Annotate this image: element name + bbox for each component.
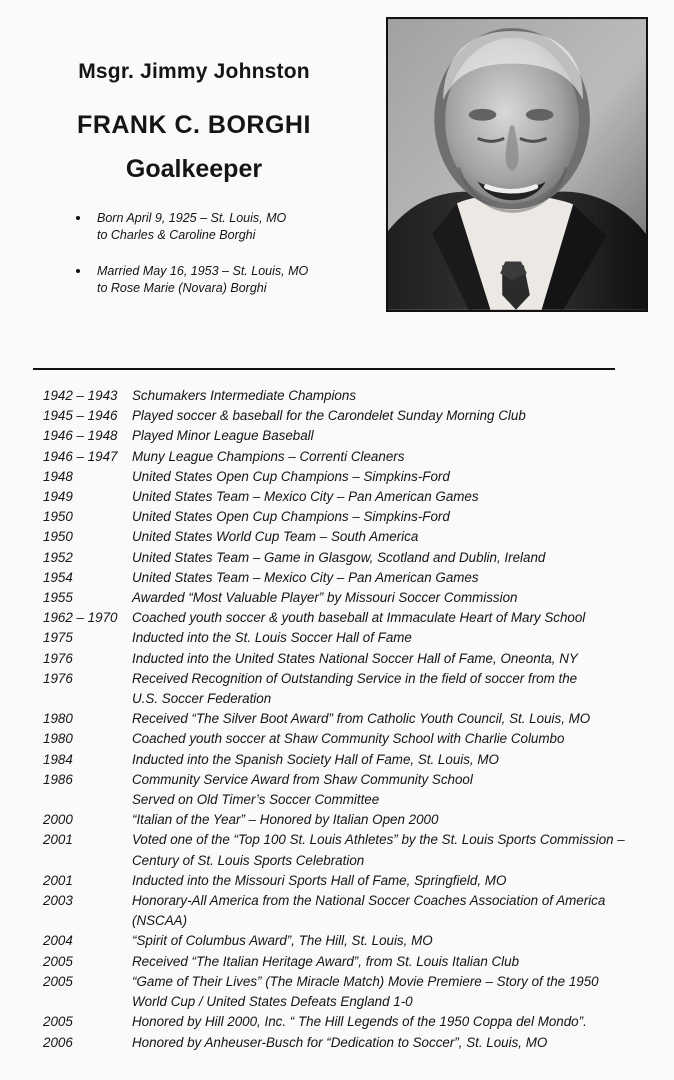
timeline-year: 1946 – 1947 <box>43 448 118 464</box>
timeline-row <box>43 568 643 588</box>
honoree-line: Msgr. Jimmy Johnston <box>78 60 310 83</box>
timeline-row <box>43 447 643 467</box>
timeline-event <box>132 1033 637 1053</box>
career-timeline <box>43 386 643 1053</box>
timeline-event-line: Century of St. Louis Sports Celebration <box>132 852 365 868</box>
timeline-row <box>43 709 643 729</box>
timeline-event-line: United States Team – Mexico City – Pan American Games <box>132 569 479 585</box>
timeline-event <box>132 891 637 931</box>
timeline-event-line: Honored by Hill 2000, Inc. “ The Hill Legends of the 1950 Coppa del Mondo”. <box>132 1014 587 1030</box>
timeline-year: 2006 <box>43 1034 73 1050</box>
timeline-event-line: Inducted into the United States National Soccer Hall of Fame, Oneonta, NY <box>132 650 578 666</box>
timeline-event <box>132 952 637 972</box>
portrait-photo <box>386 17 648 312</box>
timeline-event-line: U.S. Soccer Federation <box>132 691 272 707</box>
timeline-event-line: Served on Old Timer’s Soccer Committee <box>132 792 380 808</box>
bio-line: Born April 9, 1925 – St. Louis, MO <box>97 211 287 225</box>
timeline-row <box>43 406 643 426</box>
timeline-event-line: Awarded “Most Valuable Player” by Missouri Soccer Commission <box>132 590 518 606</box>
timeline-event-line: Received Recognition of Outstanding Service in the field of soccer from the <box>132 670 578 686</box>
timeline-year: 1976 <box>43 650 73 666</box>
timeline-event <box>132 729 637 749</box>
timeline-event-line: “Spirit of Columbus Award”, The Hill, St. Louis, MO <box>132 933 433 949</box>
timeline-event <box>132 628 637 648</box>
timeline-year: 1950 <box>43 509 73 525</box>
player-position: Goalkeeper <box>125 155 263 183</box>
timeline-event <box>132 830 637 870</box>
timeline-row <box>43 891 643 931</box>
timeline-event-line: “Game of Their Lives” (The Miracle Match) Movie Premiere – Story of the 1950 <box>132 973 599 989</box>
timeline-event-line: (NSCAA) <box>132 913 188 929</box>
timeline-event <box>132 406 637 426</box>
section-divider <box>33 368 615 370</box>
timeline-event-line: “Italian of the Year” – Honored by Italian Open 2000 <box>132 812 439 828</box>
timeline-year: 1948 <box>43 468 73 484</box>
profile-header <box>0 0 674 340</box>
timeline-event-line: Coached youth soccer at Shaw Community School with Charlie Columbo <box>132 731 565 747</box>
portrait-illustration <box>388 19 646 310</box>
timeline-year: 1945 – 1946 <box>43 408 118 424</box>
timeline-event <box>132 972 637 1012</box>
timeline-event-line: Received “The Italian Heritage Award”, from St. Louis Italian Club <box>132 953 520 969</box>
timeline-event-line: Received “The Silver Boot Award” from Catholic Youth Council, St. Louis, MO <box>132 711 591 727</box>
timeline-event <box>132 447 637 467</box>
timeline-event <box>132 871 637 891</box>
timeline-row <box>43 952 643 972</box>
bio-list <box>72 210 372 316</box>
timeline-year: 2003 <box>43 893 73 909</box>
timeline-row <box>43 386 643 406</box>
timeline-event-line: Played Minor League Baseball <box>132 428 314 444</box>
timeline-row <box>43 931 643 951</box>
timeline-row <box>43 467 643 487</box>
timeline-event <box>132 750 637 770</box>
timeline-year: 1980 <box>43 711 73 727</box>
timeline-row <box>43 507 643 527</box>
timeline-event-line: Muny League Champions – Correnti Cleaners <box>132 448 405 464</box>
timeline-row <box>43 1012 643 1032</box>
timeline-event <box>132 1012 637 1032</box>
timeline-year: 1946 – 1948 <box>43 428 118 444</box>
timeline-row <box>43 972 643 1012</box>
timeline-row <box>43 770 643 810</box>
timeline-event-line: Voted one of the “Top 100 St. Louis Athletes” by the St. Louis Sports Commission – <box>132 832 625 848</box>
timeline-year: 2005 <box>43 1014 73 1030</box>
timeline-year: 2001 <box>43 872 73 888</box>
timeline-event <box>132 467 637 487</box>
timeline-year: 2001 <box>43 832 73 848</box>
timeline-event-line: United States Team – Mexico City – Pan American Games <box>132 489 479 505</box>
timeline-event-line: Honored by Anheuser-Busch for “Dedication to Soccer”, St. Louis, MO <box>132 1034 548 1050</box>
timeline-event-line: Honorary-All America from the National Soccer Coaches Association of America <box>132 893 606 909</box>
timeline-year: 1955 <box>43 590 73 606</box>
timeline-year: 1984 <box>43 751 73 767</box>
timeline-row <box>43 487 643 507</box>
timeline-event-line: Community Service Award from Shaw Community School <box>132 771 473 787</box>
timeline-event <box>132 386 637 406</box>
timeline-event <box>132 568 637 588</box>
timeline-year: 1986 <box>43 771 73 787</box>
timeline-row <box>43 871 643 891</box>
bio-line: to Rose Marie (Novara) Borghi <box>97 281 267 295</box>
timeline-year: 1952 <box>43 549 73 565</box>
bio-item-marriage <box>72 263 372 297</box>
bio-item-birth <box>72 210 372 244</box>
timeline-event-line: Inducted into the Spanish Society Hall of Fame, St. Louis, MO <box>132 751 499 767</box>
timeline-year: 1976 <box>43 670 73 686</box>
timeline-year: 1949 <box>43 489 73 505</box>
timeline-event <box>132 649 637 669</box>
timeline-row <box>43 548 643 568</box>
timeline-event <box>132 588 637 608</box>
timeline-event <box>132 527 637 547</box>
timeline-row <box>43 810 643 830</box>
timeline-event <box>132 669 637 709</box>
timeline-year: 2005 <box>43 953 73 969</box>
timeline-event-line: Schumakers Intermediate Champions <box>132 388 357 403</box>
timeline-event-line: Inducted into the Missouri Sports Hall of Fame, Springfield, MO <box>132 872 507 888</box>
timeline-year: 1942 – 1943 <box>43 388 118 403</box>
timeline-year: 1962 – 1970 <box>43 610 118 626</box>
timeline-year: 1980 <box>43 731 73 747</box>
timeline-row <box>43 830 643 870</box>
timeline-year: 1950 <box>43 529 73 545</box>
timeline-year: 1954 <box>43 569 73 585</box>
player-name: FRANK C. BORGHI <box>77 111 311 139</box>
timeline-event-line: Coached youth soccer & youth baseball at Immaculate Heart of Mary School <box>132 610 586 626</box>
bio-line: Married May 16, 1953 – St. Louis, MO <box>97 264 309 278</box>
timeline-event <box>132 548 637 568</box>
timeline-row <box>43 628 643 648</box>
timeline-row <box>43 729 643 749</box>
timeline-row <box>43 588 643 608</box>
timeline-row <box>43 649 643 669</box>
bio-line: to Charles & Caroline Borghi <box>97 228 256 242</box>
timeline-event <box>132 608 637 628</box>
timeline-event-line: Inducted into the St. Louis Soccer Hall of Fame <box>132 630 412 646</box>
timeline-event-line: United States Open Cup Champions – Simpkins-Ford <box>132 468 450 484</box>
timeline-event-line: Played soccer & baseball for the Carondelet Sunday Morning Club <box>132 408 526 424</box>
timeline-row <box>43 426 643 446</box>
timeline-row <box>43 1033 643 1053</box>
timeline-event <box>132 426 637 446</box>
timeline-year: 2000 <box>43 812 73 828</box>
timeline-event <box>132 931 637 951</box>
timeline-year: 2004 <box>43 933 73 949</box>
timeline-event <box>132 487 637 507</box>
timeline-row <box>43 750 643 770</box>
timeline-event-line: United States World Cup Team – South America <box>132 529 419 545</box>
timeline-event-line: United States Team – Game in Glasgow, Scotland and Dublin, Ireland <box>132 549 546 565</box>
timeline-year: 1975 <box>43 630 73 646</box>
timeline-year: 2005 <box>43 973 73 989</box>
timeline-event-line: World Cup / United States Defeats England 1-0 <box>132 994 413 1010</box>
timeline-event <box>132 507 637 527</box>
timeline-event <box>132 709 637 729</box>
timeline-row <box>43 527 643 547</box>
timeline-event <box>132 770 637 810</box>
timeline-event <box>132 810 637 830</box>
timeline-event-line: United States Open Cup Champions – Simpkins-Ford <box>132 509 450 525</box>
timeline-row <box>43 669 643 709</box>
timeline-row <box>43 608 643 628</box>
